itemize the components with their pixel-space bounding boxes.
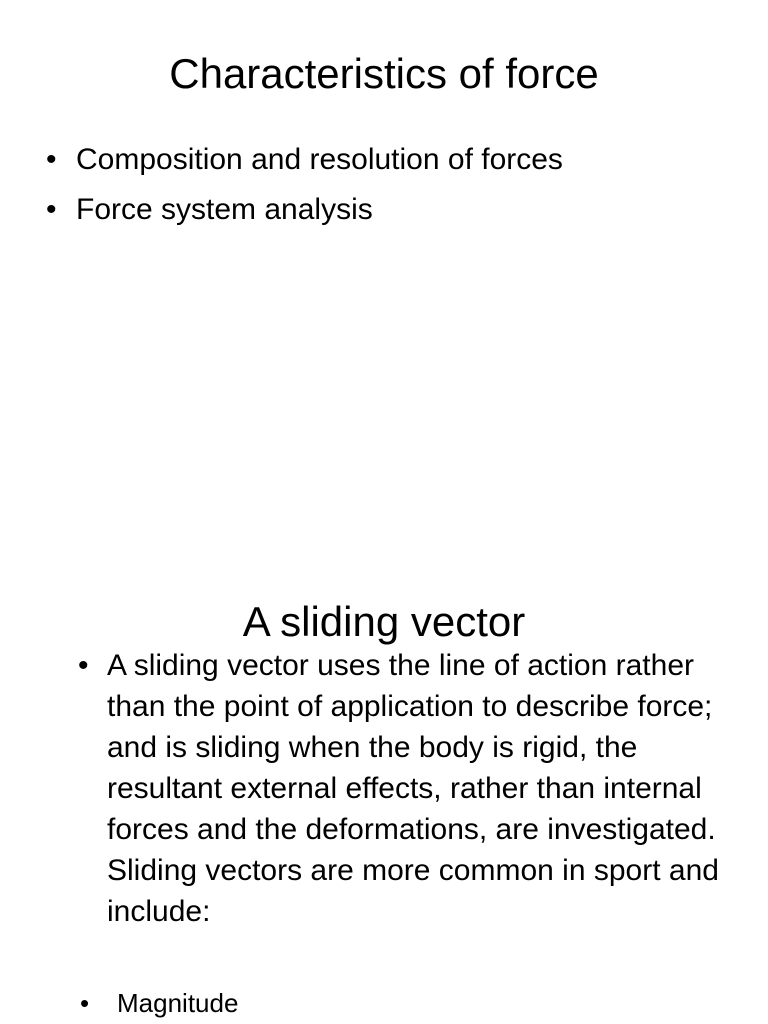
bullet-icon: • <box>46 143 57 176</box>
bullet-text: Magnitude <box>117 988 239 1018</box>
bullet-text: Force system analysis <box>76 193 373 226</box>
slide-title: A sliding vector <box>242 598 526 645</box>
bullet-item <box>46 140 746 180</box>
bullet-icon: • <box>46 193 57 226</box>
bullet-item <box>46 190 746 230</box>
sub-bullet-list <box>80 985 680 1021</box>
bullet-icon: • <box>80 988 90 1018</box>
bullet-list <box>46 140 746 240</box>
bullet-text: Composition and resolution of forces <box>76 143 563 176</box>
slide-title: Characteristics of force <box>169 50 599 97</box>
bullet-text: A sliding vector uses the line of action rather than the point of application to describe force; and is sliding when the body is rigid, the resultant external effects, rather than internal forces and the deformations, are investigated. Sliding vectors are more common in sport and include: <box>107 649 719 928</box>
bullet-list <box>78 645 758 932</box>
bullet-item <box>80 985 680 1021</box>
bullet-item <box>78 645 758 932</box>
bullet-icon: • <box>78 649 89 682</box>
